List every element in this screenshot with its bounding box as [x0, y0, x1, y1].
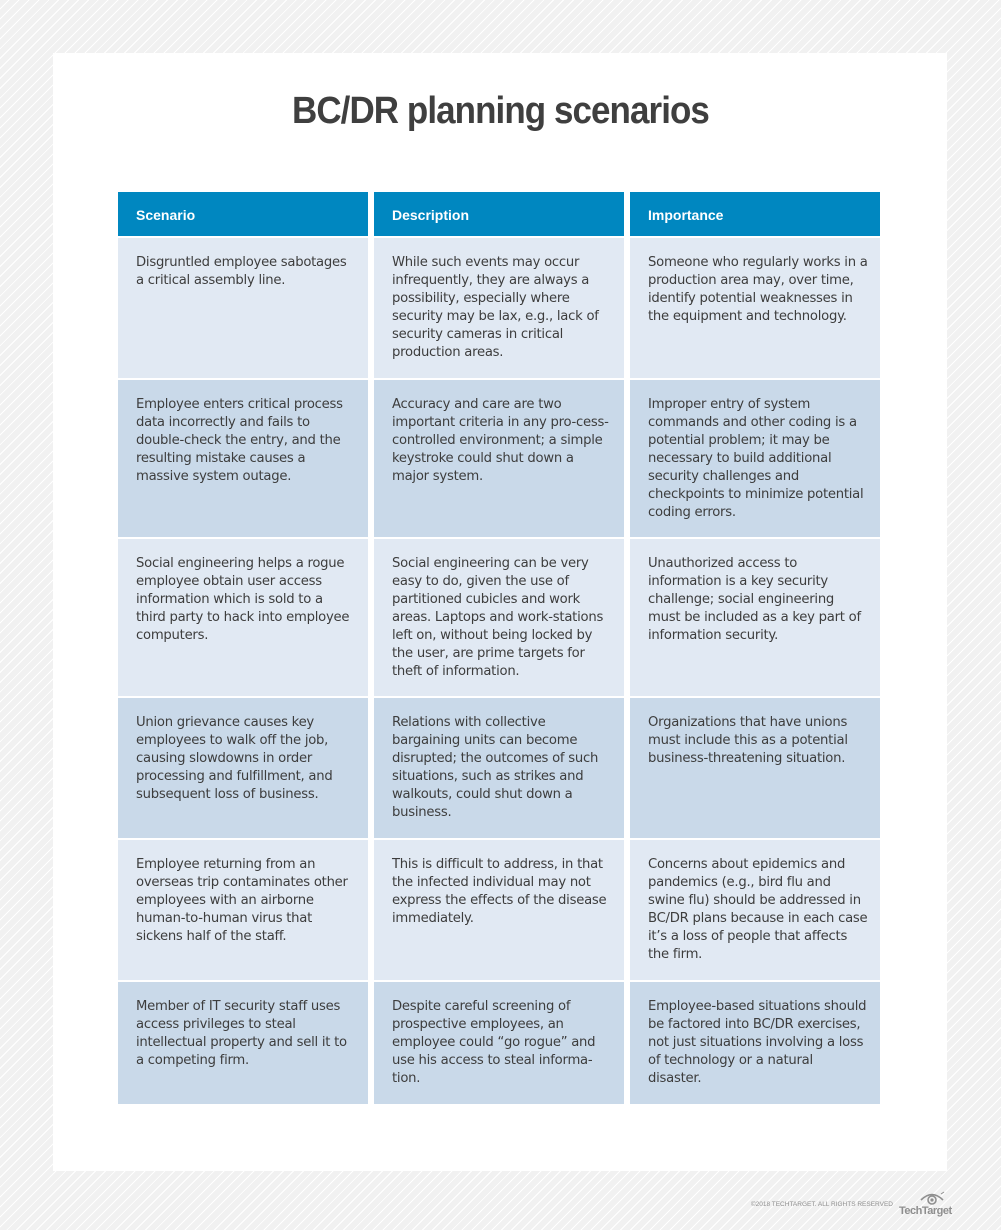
scenario-cell: Member of IT security staff uses access privileges to steal intellectual property and sell it to a competing firm.	[118, 982, 368, 1104]
importance-cell: Someone who regularly works in a production area may, over time, identify potential weaknesses in the equipment and technology.	[630, 238, 880, 378]
scenario-cell: Union grievance causes key employees to walk off the job, causing slowdowns in order processing and fulfillment, and subsequent loss of business.	[118, 698, 368, 838]
importance-cell: Employee-based situations should be factored into BC/DR exercises, not just situations involving a loss of technology or a natural disaster.	[630, 982, 880, 1104]
scenario-cell: Employee returning from an overseas trip contaminates other employees with an airborne human-to-human virus that sickens half of the staff.	[118, 840, 368, 980]
description-cell: Relations with collective bargaining units can become disrupted; the outcomes of such situations, such as strikes and walkouts, could shut down a business.	[374, 698, 624, 838]
eye-icon	[919, 1191, 945, 1205]
scenario-cell: Employee enters critical process data incorrectly and fails to double-check the entry, and the resulting mistake causes a massive system outage.	[118, 380, 368, 537]
techtarget-logo	[899, 1191, 952, 1217]
description-cell: Accuracy and care are two important criteria in any pro-cess-controlled environment; a simple keystroke could shut down a major system.	[374, 380, 624, 537]
description-cell: Despite careful screening of prospective employees, an employee could “go rogue” and use his access to steal informa-tion.	[374, 982, 624, 1104]
table-row	[118, 840, 882, 980]
table-row	[118, 982, 882, 1104]
table-header-row	[118, 192, 882, 236]
page-title: BC/DR planning scenarios	[292, 90, 709, 132]
scenario-cell: Disgruntled employee sabotages a critical assembly line.	[118, 238, 368, 378]
table-row	[118, 698, 882, 838]
scenarios-table	[118, 192, 882, 1104]
importance-cell: Improper entry of system commands and other coding is a potential problem; it may be necessary to build additional security challenges and checkpoints to minimize potential coding errors.	[630, 380, 880, 537]
importance-cell: Unauthorized access to information is a key security challenge; social engineering must be included as a key part of information security.	[630, 539, 880, 696]
copyright-text: ©2018 TECHTARGET. ALL RIGHTS RESERVED	[750, 1200, 893, 1208]
table-row	[118, 539, 882, 696]
description-cell: While such events may occur infrequently, they are always a possibility, especially where security may be lax, e.g., lack of security cameras in critical production areas.	[374, 238, 624, 378]
table-row	[118, 238, 882, 378]
footer	[750, 1191, 952, 1217]
header-description: Description	[374, 192, 624, 236]
header-importance: Importance	[630, 192, 880, 236]
importance-cell: Organizations that have unions must include this as a potential business-threatening situation.	[630, 698, 880, 838]
description-cell: This is difficult to address, in that the infected individual may not express the effects of the disease immediately.	[374, 840, 624, 980]
table-row	[118, 380, 882, 537]
importance-cell: Concerns about epidemics and pandemics (e.g., bird flu and swine flu) should be addressed in BC/DR plans because in each case it’s a loss of people that affects the firm.	[630, 840, 880, 980]
scenario-cell: Social engineering helps a rogue employee obtain user access information which is sold to a third party to hack into employee computers.	[118, 539, 368, 696]
logo-text: TechTarget	[899, 1205, 952, 1217]
description-cell: Social engineering can be very easy to do, given the use of partitioned cubicles and work areas. Laptops and work-stations left on, without being locked by the user, are prime targets for theft of information.	[374, 539, 624, 696]
header-scenario: Scenario	[118, 192, 368, 236]
